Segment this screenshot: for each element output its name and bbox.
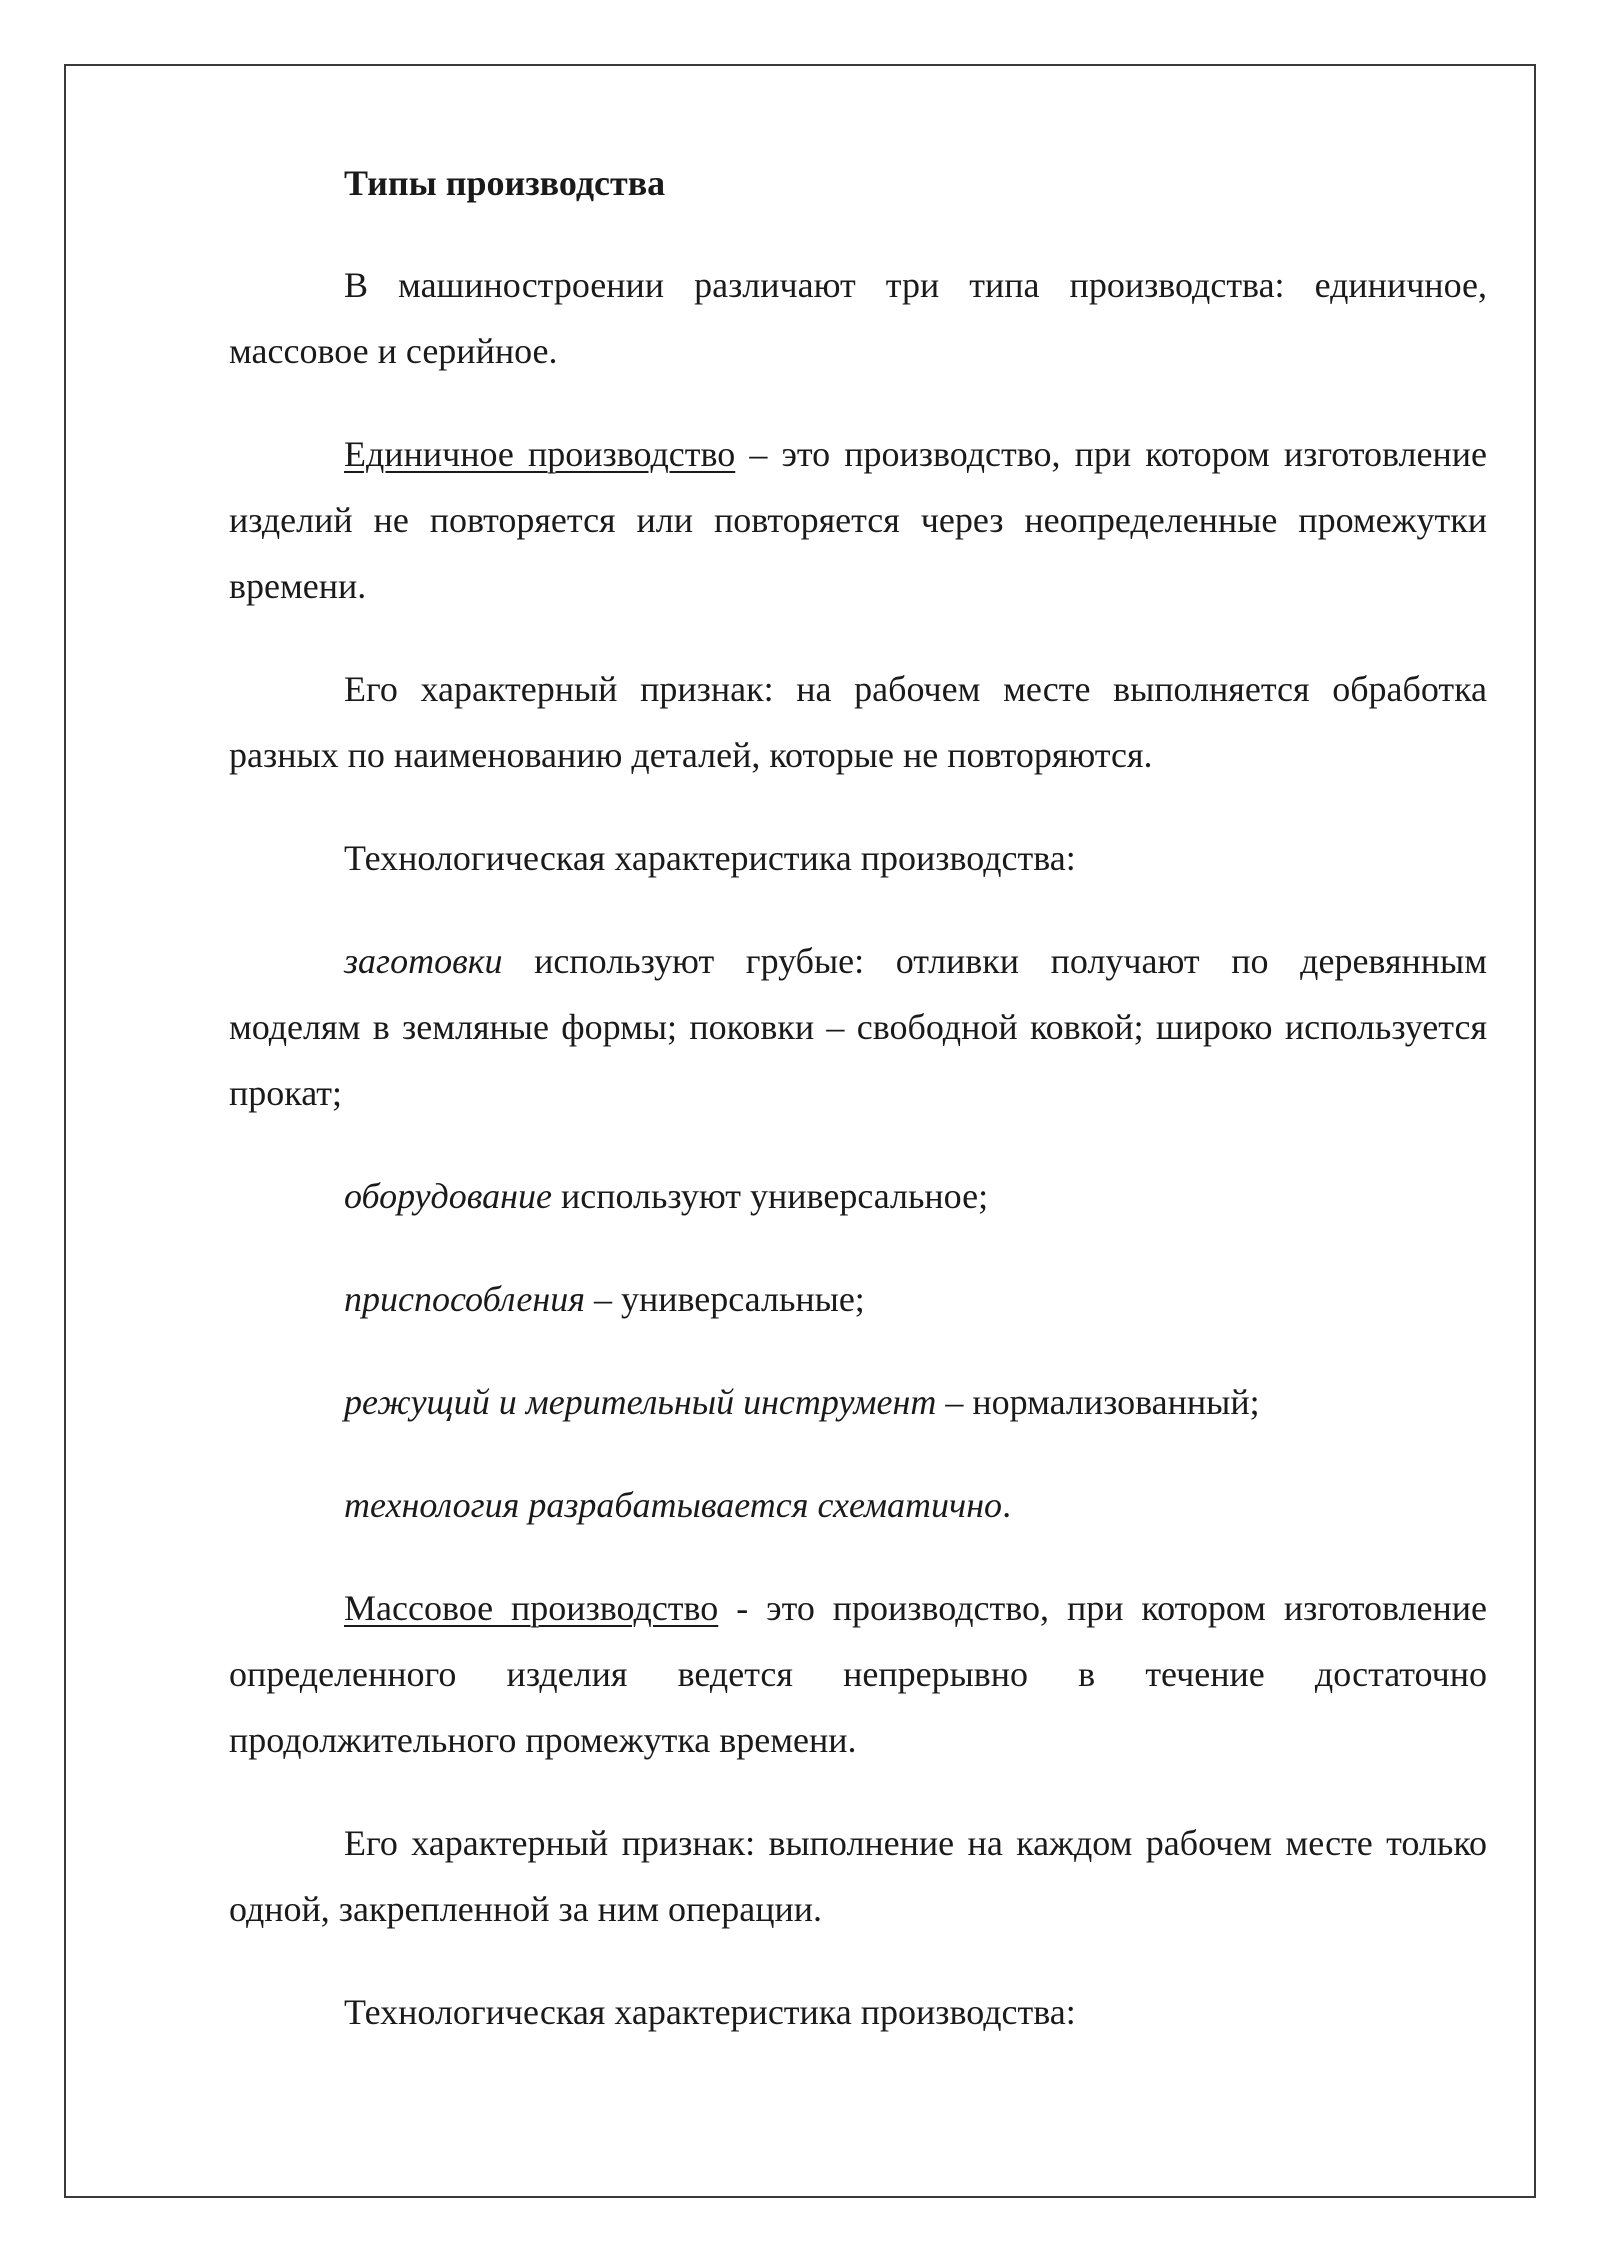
text-equipment: используют универсальное; [551,1176,989,1216]
definition-mass-production: - это производство, при котором изготовление определенного изделия ведется непрерывно в течение достаточно продолжительного промежутка времени. [229,1588,1487,1760]
paragraph-single-production [229,421,1487,619]
term-fixtures: приспособления [344,1279,585,1319]
text-technology: . [1002,1485,1012,1525]
paragraph-tech-characteristics-heading-2: Технологическая характеристика производства: [344,1992,1076,2032]
paragraph-tools [229,1369,1487,1435]
paragraph-mass-production [229,1575,1487,1773]
document-title: Типы производства [344,163,666,203]
paragraph-tech-characteristics-heading: Технологическая характеристика производства: [344,838,1076,878]
text-fixtures: – универсальные; [584,1279,865,1319]
term-blanks: заготовки [344,941,503,981]
document-body [229,150,1487,2082]
term-single-production: Единичное производство [344,434,736,474]
definition-single-production: – это производство, при котором изготовление изделий не повторяется или повторяется через неопределенные промежутки времени. [229,434,1487,606]
term-technology: технология разрабатывается схематично [344,1485,1003,1525]
text-tools: – нормализованный; [936,1382,1260,1422]
paragraph-single-feature: Его характерный признак: на рабочем месте выполняется обработка разных по наименованию деталей, которые не повторяются. [229,669,1487,775]
paragraph-equipment [229,1163,1487,1229]
term-mass-production: Массовое производство [344,1588,719,1628]
text-blanks: используют грубые: отливки получают по деревянным моделям в земляные формы; поковки – свободной ковкой; широко используется прокат; [229,941,1487,1113]
paragraph-production-types: В машиностроении различают три типа производства: единичное, массовое и серийное. [229,265,1487,371]
paragraph-blanks [229,928,1487,1126]
paragraph-mass-feature: Его характерный признак: выполнение на каждом рабочем месте только одной, закрепленной за ним операции. [229,1823,1487,1929]
term-tools: режущий и мерительный инструмент [344,1382,937,1422]
paragraph-technology [229,1472,1487,1538]
term-equipment: оборудование [344,1176,552,1216]
paragraph-fixtures [229,1266,1487,1332]
